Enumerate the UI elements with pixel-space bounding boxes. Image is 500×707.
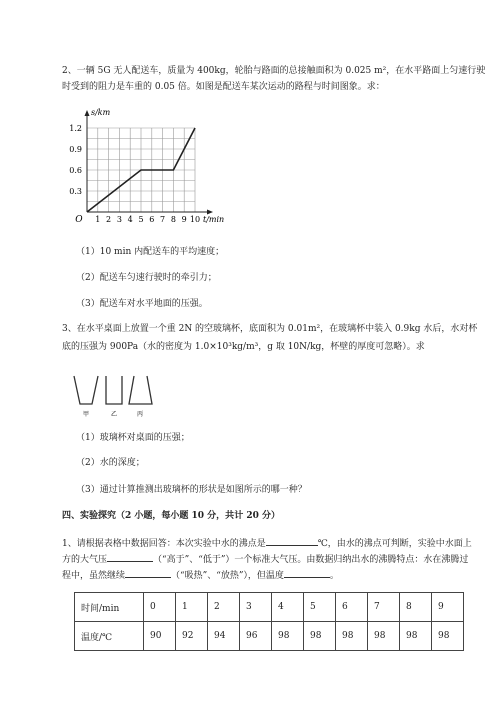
distance-time-chart [0, 0, 500, 240]
answer-blank-pressure[interactable] [107, 551, 153, 562]
table-cell: 3 [240, 593, 272, 622]
q3-sub-2: （2）水的深度； [76, 458, 145, 468]
x-axis-arrow-icon [207, 210, 213, 215]
q4-1-line-2 [62, 551, 468, 567]
table-cell: 98 [304, 622, 336, 651]
q4-1-text-3a: 程中，虽然继续 [62, 571, 126, 581]
q2-sub-2: （2）配送车匀速行驶时的牵引力； [76, 273, 217, 283]
table-cell: 98 [368, 622, 400, 651]
x-tick-label: 3 [116, 215, 122, 224]
table-cell: 2 [208, 593, 240, 622]
y-tick-label: 0.3 [69, 187, 82, 196]
boiling-data-table [74, 592, 464, 651]
answer-blank-boiling-point[interactable] [266, 535, 318, 546]
table-cell: 98 [272, 622, 304, 651]
x-tick-label: 6 [149, 215, 155, 224]
q3-sub-3: （3）通过计算推测出玻璃杯的形状是如图所示的哪一种？ [76, 485, 307, 495]
q4-1-text-2b: （“高于”、“低于”）一个标准大气压。由数据归纳出水的沸腾特点：水在沸腾过 [153, 555, 469, 565]
q3-sub-1: （1）玻璃杯对桌面的压强； [76, 433, 190, 443]
q3-line-2: 底的压强为 900Pa（水的密度为 1.0×10³kg/m³，g 取 10N/kg，杯壁的厚度可忽略）。求 [62, 342, 425, 352]
x-tick-label: 7 [160, 215, 166, 224]
table-header-temperature: 温度/℃ [75, 622, 144, 651]
cup-c-outline [129, 376, 152, 404]
x-tick-label: 9 [181, 215, 187, 224]
x-tick-label: 5 [138, 215, 144, 224]
cup-a-outline [74, 376, 98, 404]
cup-a-label: 甲 [82, 411, 90, 418]
answer-blank-temperature[interactable] [284, 567, 330, 578]
q4-1-line-3 [62, 567, 339, 583]
x-tick-label: 8 [170, 215, 176, 224]
y-tick-label: 1.2 [69, 124, 82, 133]
q2-sub-1: （1）10 min 内配送车的平均速度； [76, 247, 225, 257]
table-cell: 90 [144, 622, 176, 651]
table-cell: 92 [176, 622, 208, 651]
answer-blank-heat[interactable] [125, 567, 171, 578]
q4-1-text-1a: 1、请根据表格中数据回答：本次实验中水的沸点是 [62, 539, 266, 549]
x-axis-label: t/min [203, 215, 225, 224]
y-tick-label: 0.9 [69, 145, 82, 154]
x-tick-label: 10 [189, 215, 201, 224]
cup-b-outline [106, 376, 122, 404]
origin-label: O [75, 215, 83, 225]
table-cell: 98 [400, 622, 432, 651]
table-cell: 1 [176, 593, 208, 622]
section-4-title: 四、实验探究（2 小题，每小题 10 分，共计 20 分） [62, 511, 280, 521]
table-header-time: 时间/min [75, 593, 144, 622]
glass-cups-figure [72, 372, 162, 420]
table-cell: 8 [400, 593, 432, 622]
table-cell: 98 [336, 622, 368, 651]
x-tick-label: 2 [106, 215, 112, 224]
q4-1-text-1b: ℃，由水的沸点可判断，实验中水面上 [317, 539, 472, 549]
table-cell: 0 [144, 593, 176, 622]
x-tick-label: 4 [127, 215, 133, 224]
cup-c-label: 丙 [136, 411, 144, 418]
q3-line-1: 3、在水平桌面上放置一个重 2N 的空玻璃杯，底面积为 0.01m²，在玻璃杯中装入 0.9kg 水后，水对杯 [62, 324, 478, 334]
q2-sub-3: （3）配送车对水平地面的压强。 [76, 299, 208, 309]
cup-b-label: 乙 [110, 411, 118, 418]
table-cell: 7 [368, 593, 400, 622]
table-row-temperature [75, 622, 464, 651]
table-cell: 96 [240, 622, 272, 651]
y-axis-label: s/km [91, 108, 111, 117]
table-cell: 9 [432, 593, 464, 622]
table-cell: 94 [208, 622, 240, 651]
x-tick-label: 1 [95, 215, 101, 224]
table-row-time [75, 593, 464, 622]
q4-1-text-3b: （“吸热”、“放热”），但温度 [171, 571, 284, 581]
y-axis-arrow-icon [85, 110, 90, 116]
q4-1-text-3c: 。 [329, 571, 339, 581]
table-cell: 98 [432, 622, 464, 651]
table-cell: 5 [304, 593, 336, 622]
q2-line-2: 时受到的阻力是车重的 0.05 倍。如图是配送车某次运动的路程与时间图象。求： [62, 82, 385, 92]
y-tick-label: 0.6 [69, 166, 82, 175]
table-cell: 6 [336, 593, 368, 622]
q4-1-text-2a: 方的大气压 [62, 555, 108, 565]
q4-1-line-1 [62, 535, 472, 551]
q2-line-1: 2、一辆 5G 无人配送车，质量为 400kg，轮胎与路面的总接触面积为 0.025 m²，在水平路面上匀速行驶 [62, 66, 486, 76]
table-cell: 4 [272, 593, 304, 622]
